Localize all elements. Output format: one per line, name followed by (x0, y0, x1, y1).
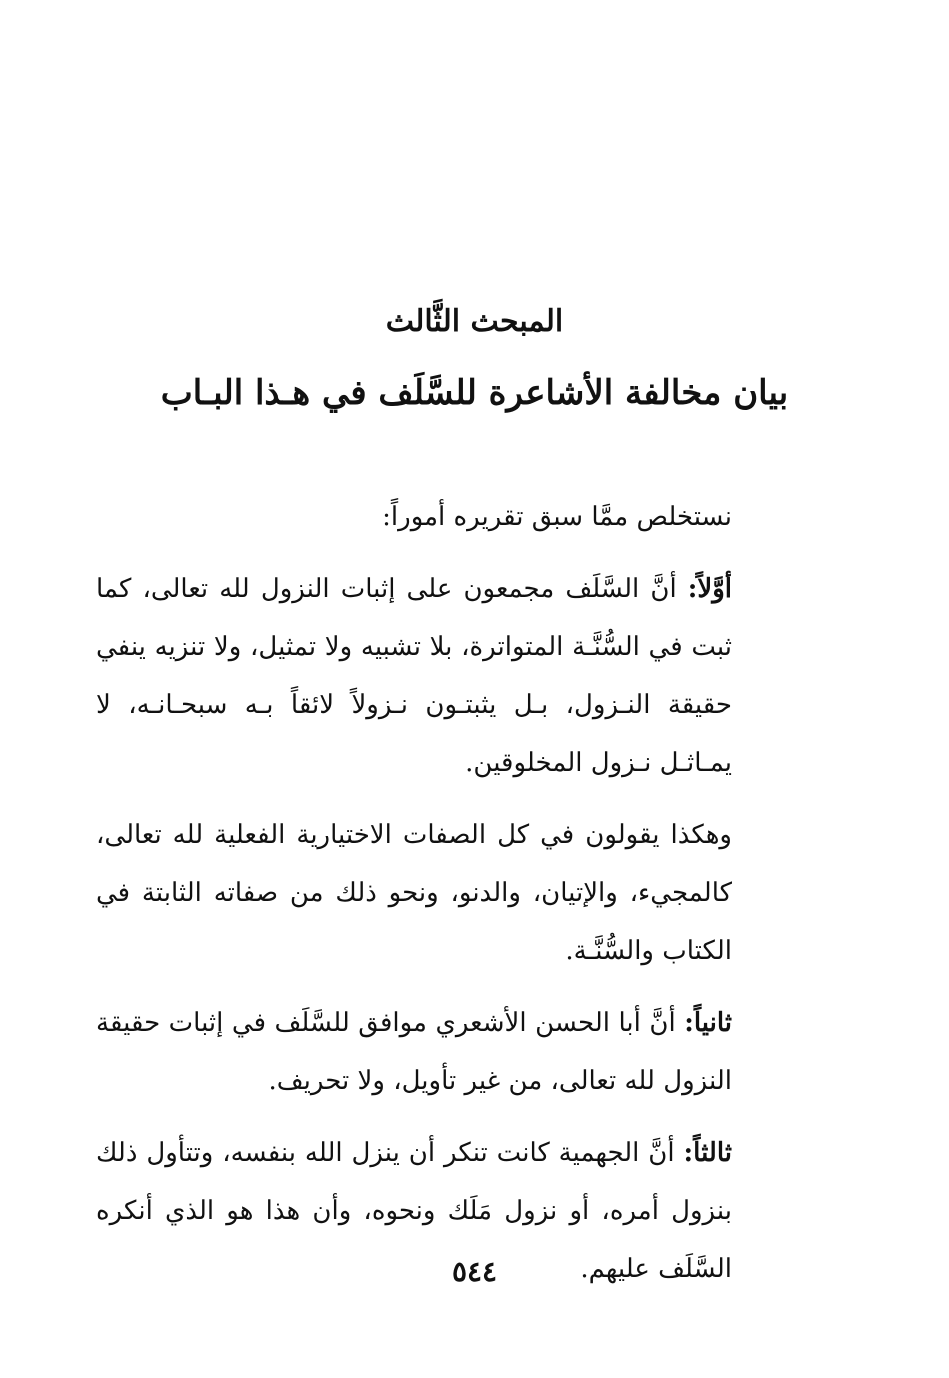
section-label: المبحث الثَّالث (385, 304, 564, 339)
point-second-paragraph (96, 994, 732, 1110)
paragraph-text: أنَّ الجهمية كانت تنكر أن ينزل الله بنفسه، وتتأول ذلك بنزول أمره، أو نزول مَلَك ونحوه، وأن هذا هو الذي أنكره السَّلَف عليهم. (96, 1138, 732, 1284)
continuation-paragraph (96, 806, 732, 980)
paragraph-text: وهكذا يقولون في كل الصفات الاختيارية الفعلية لله تعالى، كالمجيء، والإتيان، والدنو، ونحو ذلك من صفاته الثابتة في الكتاب والسُّنَّـة. (96, 820, 732, 966)
intro-paragraph (96, 488, 732, 546)
paragraph-ordinal: أوَّلاً: (687, 574, 733, 604)
paragraph-ordinal: ثانياً: (684, 1008, 732, 1038)
paragraph-ordinal: ثالثاً: (683, 1138, 732, 1168)
paragraph-text: نستخلص ممَّا سبق تقريره أموراً: (382, 502, 732, 532)
body-text (96, 488, 732, 1312)
page-number: ٥٤٤ (451, 1255, 498, 1288)
paragraph-text: أنَّ السَّلَف مجمعون على إثبات النزول لله تعالى، كما ثبت في السُّنَّـة المتواترة، بلا تشبيه ولا تمثيل، ولا تنزيه ينفي حقيقة النـزول، بـل يثبتـون نـزولاً لائقاً بـه سبحـانـه، لا يمـاثـل نـزول المخلوقين. (96, 574, 732, 778)
point-first-paragraph (96, 560, 732, 792)
section-title: بيان مخالفة الأشاعرة للسَّلَف في هـذا البـاب (160, 373, 789, 413)
paragraph-text: أنَّ أبا الحسن الأشعري موافق للسَّلَف في إثبات حقيقة النزول لله تعالى، من غير تأويل، ولا تحريف. (96, 1008, 732, 1096)
